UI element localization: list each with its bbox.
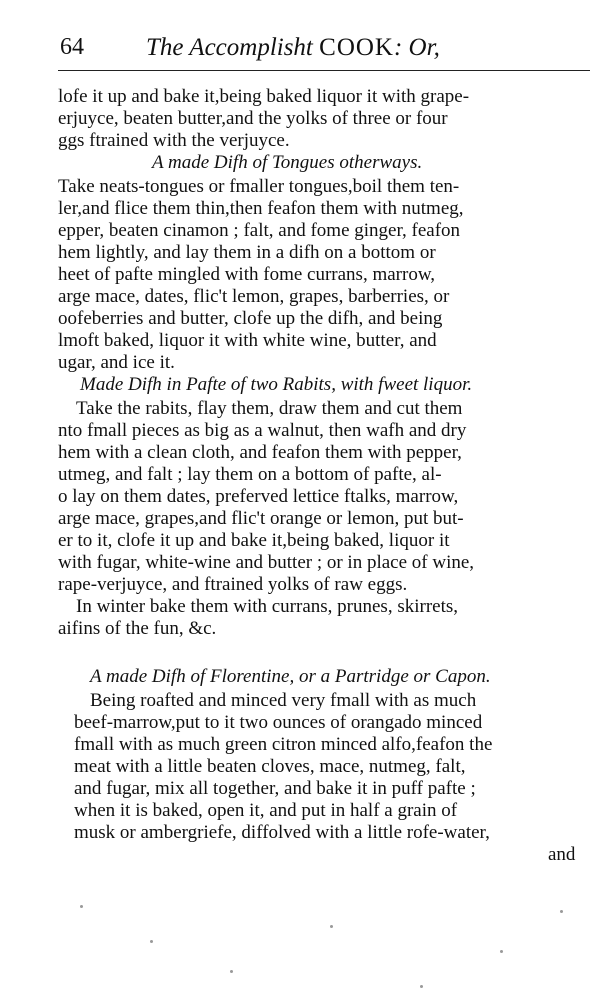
text-line: aifins of the fun, &c. <box>58 618 217 639</box>
recipe-heading: A made Difh of Tongues otherways. <box>152 152 423 173</box>
text-line: erjuyce, beaten butter,and the yolks of three or four <box>58 108 448 129</box>
text-line: er to it, clofe it up and bake it,being baked, liquor it <box>58 530 450 551</box>
text-line: o lay on them dates, preferved lettice ftalks, marrow, <box>58 486 459 507</box>
text-line: fmall with as much green citron minced alfo,feafon the <box>74 734 493 755</box>
recipe-heading: Made Difh in Pafte of two Rabits, with fweet liquor. <box>80 374 473 395</box>
text-line: nto fmall pieces as big as a walnut, then wafh and dry <box>58 420 467 441</box>
paper-speck <box>500 950 503 953</box>
title-caps: COOK <box>319 34 394 61</box>
text-line: heet of pafte mingled with fome currans, marrow, <box>58 264 436 285</box>
text-line: arge mace, dates, flic't lemon, grapes, barberries, or <box>58 286 450 307</box>
text-line: beef-marrow,put to it two ounces of orangado minced <box>74 712 483 733</box>
paper-speck <box>80 905 83 908</box>
text-line: ler,and flice them thin,then feafon them with nutmeg, <box>58 198 464 219</box>
text-line: ugar, and ice it. <box>58 352 175 373</box>
text-line: oofeberries and butter, clofe up the difh, and being <box>58 308 443 329</box>
title-italic: The Accomplisht <box>146 34 313 61</box>
text-line: lmoft baked, liquor it with white wine, butter, and <box>58 330 437 351</box>
text-line: rape-verjuyce, and ftrained yolks of raw eggs. <box>58 574 408 595</box>
paper-speck <box>420 985 423 988</box>
recipe-heading: A made Difh of Florentine, or a Partridge or Capon. <box>90 666 491 687</box>
paper-speck <box>150 940 153 943</box>
text-line: hem lightly, and lay them in a difh on a bottom or <box>58 242 436 263</box>
text-line: arge mace, grapes,and flic't orange or lemon, put but- <box>58 508 464 529</box>
text-line: and fugar, mix all together, and bake it in puff pafte ; <box>74 778 476 799</box>
text-line: Being roafted and minced very fmall with as much <box>90 690 477 711</box>
text-line: epper, beaten cinamon ; falt, and fome ginger, feafon <box>58 220 461 241</box>
paper-speck <box>230 970 233 973</box>
running-title <box>146 34 440 62</box>
paper-speck <box>330 925 333 928</box>
text-line: meat with a little beaten cloves, mace, nutmeg, falt, <box>74 756 466 777</box>
text-line: Take the rabits, flay them, draw them and cut them <box>76 398 463 419</box>
running-header <box>58 28 590 71</box>
text-line: hem with a clean cloth, and feafon them with pepper, <box>58 442 462 463</box>
text-line: Take neats-tongues or fmaller tongues,boil them ten- <box>58 176 460 197</box>
text-line: with fugar, white-wine and butter ; or in place of wine, <box>58 552 475 573</box>
text-line: musk or ambergriefe, diffolved with a little rofe-water, <box>74 822 490 843</box>
text-line: lofe it up and bake it,being baked liquor it with grape- <box>58 86 470 107</box>
title-tail: : Or, <box>393 34 440 61</box>
paper-speck <box>560 910 563 913</box>
text-line: when it is baked, open it, and put in half a grain of <box>74 800 458 821</box>
text-line: ggs ftrained with the verjuyce. <box>58 130 290 151</box>
text-line: In winter bake them with currans, prunes, skirrets, <box>76 596 459 617</box>
page-number: 64 <box>60 34 84 60</box>
text-line: utmeg, and falt ; lay them on a bottom of pafte, al- <box>58 464 442 485</box>
catchword: and <box>548 844 576 865</box>
